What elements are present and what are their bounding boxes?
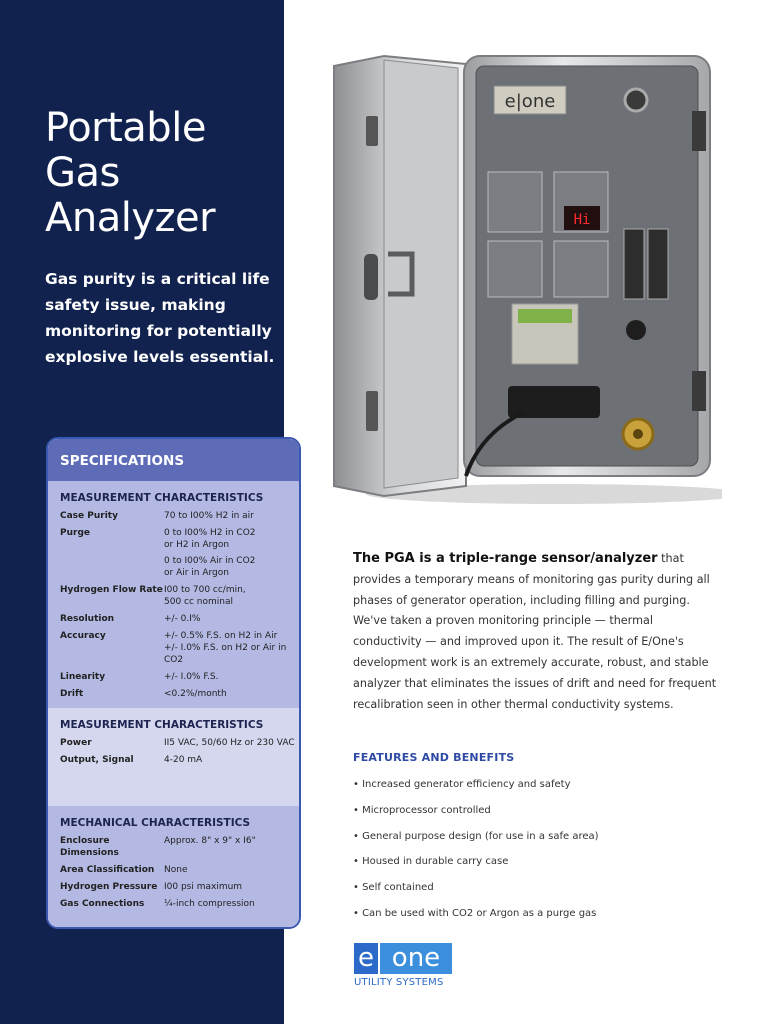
logo-e: e	[354, 943, 378, 974]
spec-value	[164, 688, 299, 700]
feature-item: • Microprocessor controlled	[353, 803, 713, 829]
spec-value-line: ¼-inch compression	[164, 899, 255, 909]
specifications-card	[46, 437, 301, 929]
spec-value-line: 4-20 mA	[164, 755, 203, 765]
spec-rows	[60, 835, 299, 910]
spec-label: Accuracy	[60, 631, 106, 641]
spec-value	[164, 881, 299, 893]
spec-value-line: or Air in Argon	[164, 568, 229, 578]
intro-text: that provides a temporary means of monitoring gas purity during all phases of generator operation, including filling and purging. We've taken a proven monitoring principle — thermal conductivity — and improved upon it. The result of E/One's development work is an extremely accurate, robust, and stable analyzer that eliminates the issues of drift and need for frequent recalibration seen in other thermal conductivity systems.	[353, 552, 717, 711]
spec-label: Gas Connections	[60, 899, 145, 909]
specifications-header: SPECIFICATIONS	[48, 439, 299, 481]
spec-label: Linearity	[60, 672, 106, 682]
spec-value-line: 0 to I00% H2 in CO2	[164, 528, 256, 538]
spec-row	[60, 898, 299, 910]
spec-rows	[60, 737, 299, 766]
spec-section-measurement-electrical	[48, 708, 299, 806]
page-title	[45, 106, 275, 241]
spec-value-line: <0.2%/month	[164, 689, 227, 699]
spec-row	[60, 737, 299, 749]
spec-section-mechanical	[48, 806, 299, 929]
purity-readout: Hi	[573, 212, 591, 228]
spec-value-line: +/- 0.5% F.S. on H2 in Air	[164, 631, 278, 641]
spec-row	[60, 527, 299, 579]
spec-section-title: MEASUREMENT CHARACTERISTICS	[60, 492, 264, 504]
spec-value	[164, 864, 299, 876]
feature-item: • General purpose design (for use in a safe area)	[353, 829, 713, 855]
spec-label: Enclosure Dimensions	[60, 836, 119, 858]
spec-row	[60, 584, 299, 608]
feature-item: • Housed in durable carry case	[353, 854, 713, 880]
spec-value-line: +/- 0.I%	[164, 614, 201, 624]
spec-value	[164, 510, 299, 522]
spec-row	[60, 613, 299, 625]
case-body	[464, 56, 710, 476]
logo-one: one	[380, 943, 452, 974]
spec-value	[164, 671, 299, 683]
spec-row	[60, 630, 299, 666]
title-line: Analyzer	[45, 195, 216, 241]
title-line: Gas	[45, 150, 120, 196]
spec-value-line: or H2 in Argon	[164, 540, 230, 550]
device-brand: e|one	[504, 91, 556, 112]
features-list	[353, 777, 713, 932]
spec-value	[164, 835, 299, 859]
spec-value-line: None	[164, 865, 188, 875]
tagline: Gas purity is a critical life safety issue, making monitoring for potentially explosive levels essential.	[45, 270, 275, 366]
title-line: Portable	[45, 105, 206, 151]
spec-value-line: +/- I.0% F.S. on H2 or Air in CO2	[164, 643, 287, 665]
spec-value	[164, 737, 299, 749]
spec-row	[60, 510, 299, 522]
open-lid	[334, 56, 466, 496]
spec-label: Hydrogen Pressure	[60, 882, 158, 892]
spec-value-line: 500 cc nominal	[164, 597, 233, 607]
spec-value-line: II5 VAC, 50/60 Hz or 230 VAC	[164, 738, 295, 748]
spec-value	[164, 584, 299, 608]
spec-row	[60, 835, 299, 859]
spec-label: Power	[60, 738, 92, 748]
spec-row	[60, 688, 299, 700]
spec-label: Case Purity	[60, 511, 118, 521]
spec-value-line: I00 psi maximum	[164, 882, 243, 892]
spec-section-title: MEASUREMENT CHARACTERISTICS	[60, 719, 264, 731]
logo-subtitle: UTILITY SYSTEMS	[354, 977, 444, 988]
spec-label: Drift	[60, 689, 84, 699]
spec-value	[164, 527, 299, 579]
intro-lead: The PGA is a triple-range sensor/analyzer	[353, 551, 658, 566]
spec-value	[164, 630, 299, 666]
spec-value	[164, 613, 299, 625]
features-title: FEATURES AND BENEFITS	[353, 751, 515, 764]
spec-value-line: +/- I.0% F.S.	[164, 672, 219, 682]
feature-item: • Can be used with CO2 or Argon as a purge gas	[353, 906, 713, 932]
spec-label: Resolution	[60, 614, 115, 624]
spec-label: Output, Signal	[60, 755, 134, 765]
spec-label: Purge	[60, 528, 90, 538]
gas-analyzer-photo	[326, 46, 722, 506]
spec-row	[60, 881, 299, 893]
spec-value	[164, 898, 299, 910]
spec-value-line: I00 to 700 cc/min,	[164, 585, 246, 595]
feature-item: • Increased generator efficiency and safety	[353, 777, 713, 803]
intro-paragraph	[353, 549, 723, 715]
spec-value-line: 0 to I00% Air in CO2	[164, 556, 256, 566]
spec-row	[60, 864, 299, 876]
spec-rows	[60, 510, 299, 700]
feature-item: • Self contained	[353, 880, 713, 906]
spec-value-line: 70 to I00% H2 in air	[164, 511, 254, 521]
spec-value-line: Approx. 8" x 9" x I6"	[164, 836, 256, 846]
spec-value	[164, 754, 299, 766]
spec-row	[60, 671, 299, 683]
eone-logo	[354, 943, 454, 991]
spec-label: Area Classification	[60, 865, 155, 875]
spec-section-measurement	[48, 481, 299, 708]
spec-row	[60, 754, 299, 766]
spec-section-title: MECHANICAL CHARACTERISTICS	[60, 817, 251, 829]
spec-label: Hydrogen Flow Rate	[60, 585, 163, 595]
